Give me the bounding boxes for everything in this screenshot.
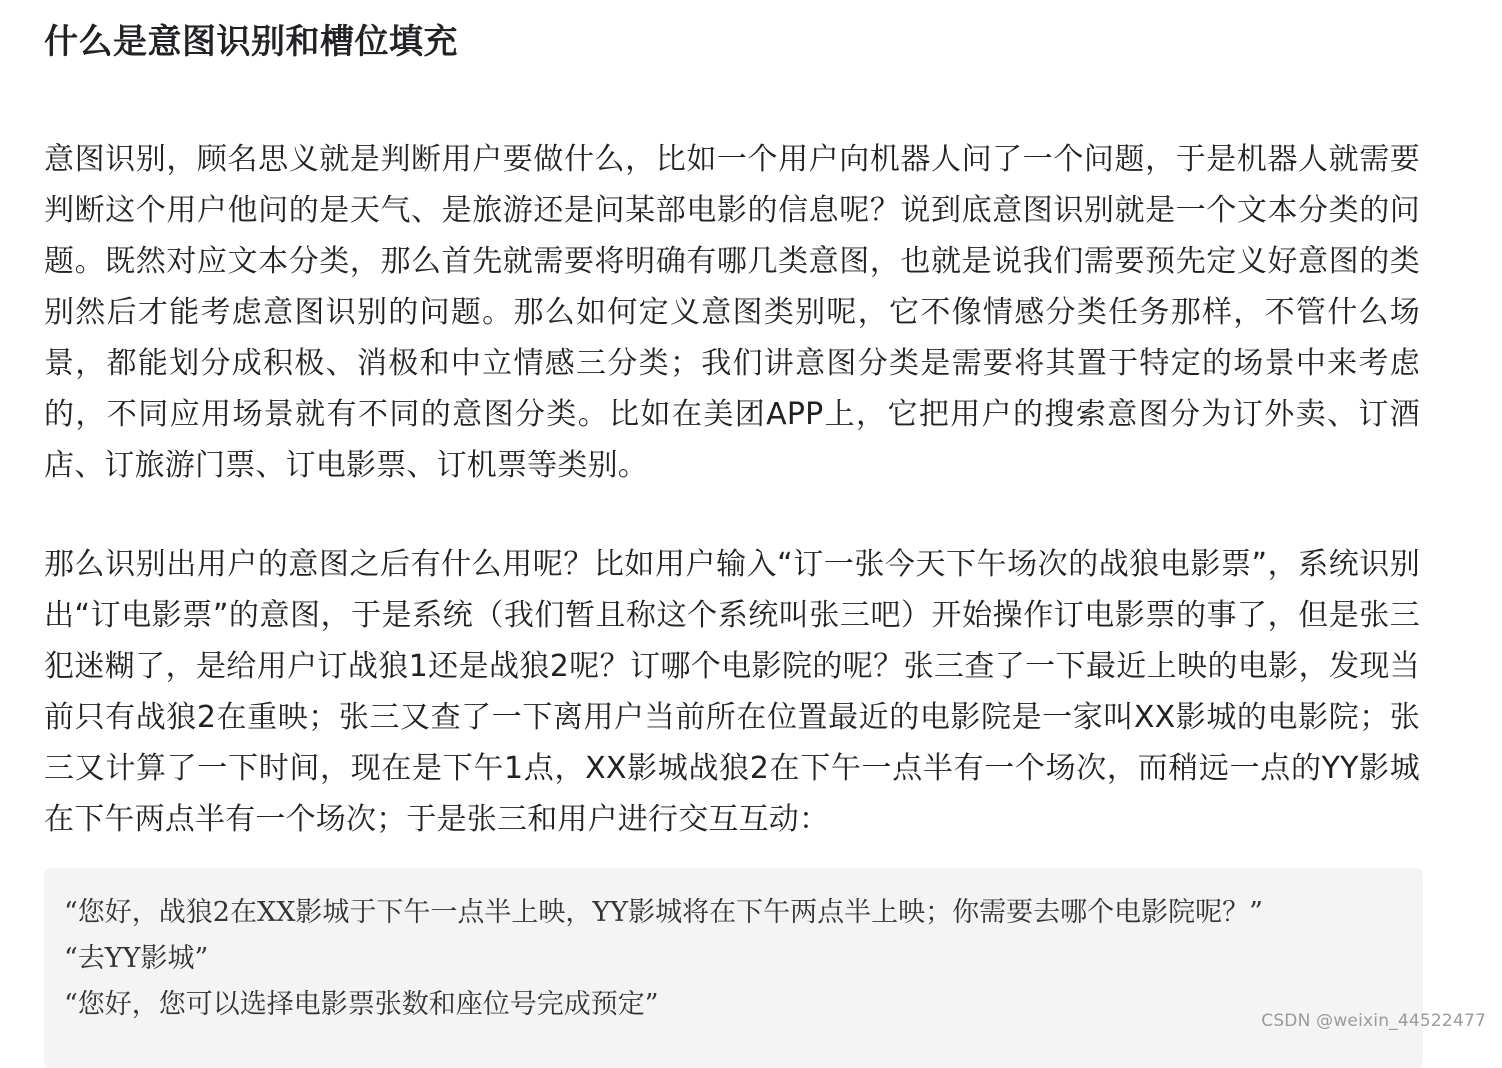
dialogue-line: “您好，您可以选择电影票张数和座位号完成预定” (64, 989, 659, 1020)
paragraph-usage-example: 那么识别出用户的意图之后有什么用呢？比如用户输入“订一张今天下午场次的战狼电影票”，系统识别出“订电影票”的意图，于是系统（我们暂且称这个系统叫张三吧）开始操作订电影票的事了，但是张三犯迷糊了，是给用户订战狼1还是战狼2呢？订哪个电影院的呢？张三查了一下最近上映的电影，发现当前只有战狼2在重映；张三又查了一下离用户当前所在位置最近的电影院是一家叫XX影城的电影院；张三又计算了一下时间，现在是下午1点，XX影城战狼2在下午一点半有一个场次，而稍远一点的YY影城在下午两点半有一个场次；于是张三和用户进行交互互动： (44, 547, 1420, 837)
article-heading: 什么是意图识别和槽位填充 (44, 22, 458, 62)
paragraph-intent-recognition: 意图识别，顾名思义就是判断用户要做什么，比如一个用户向机器人问了一个问题，于是机器人就需要判断这个用户他问的是天气、是旅游还是问某部电影的信息呢？说到底意图识别就是一个文本分类的问题。既然对应文本分类，那么首先就需要将明确有哪几类意图，也就是说我们需要预先定义好意图的类别然后才能考虑意图识别的问题。那么如何定义意图类别呢，它不像情感分类任务那样，不管什么场景，都能划分成积极、消极和中立情感三分类；我们讲意图分类是需要将其置于特定的场景中来考虑的，不同应用场景就有不同的意图分类。比如在美团APP上，它把用户的搜索意图分为订外卖、订酒店、订旅游门票、订电影票、订机票等类别。 (44, 142, 1420, 483)
dialogue-lines (64, 890, 1263, 1028)
dialogue-quote-block (44, 868, 1423, 1068)
article (44, 0, 1424, 845)
csdn-watermark: CSDN @weixin_44522477 (1261, 1011, 1486, 1031)
dialogue-line: “去YY影城” (64, 943, 209, 974)
dialogue-line: “您好，战狼2在XX影城于下午一点半上映，YY影城将在下午两点半上映；你需要去哪个电影院呢？” (64, 897, 1263, 928)
